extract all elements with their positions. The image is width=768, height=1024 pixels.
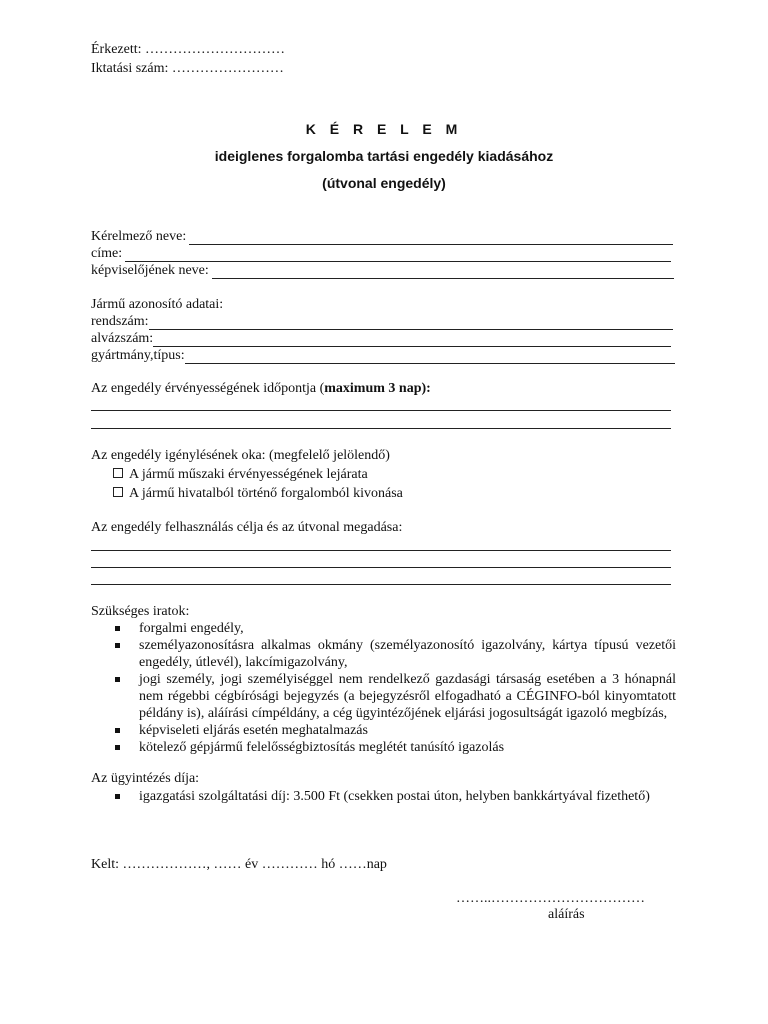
list-item: forgalmi engedély, [91,620,676,637]
required-documents-heading: Szükséges iratok: [91,604,190,619]
make-type-field[interactable] [91,347,675,364]
chassis-number-field[interactable] [91,330,671,347]
applicant-address-line[interactable] [125,248,671,262]
representative-name-label: képviselőjének neve: [91,263,209,278]
reason-option-expiry-checkbox[interactable] [113,468,123,478]
list-item: jogi személy, jogi személyiséggel nem rendelkező gazdasági társaság esetében a 3 hónapnál nem régebbi cégbírósági bejegyzés (a bejegyzésről elfogadható a CÉGINFO-ból kinyomtatott példány is), aláírási címpéldány, a cég ügyintézőjének eljárási jogosultságát igazoló megbízás, [91,671,676,722]
purpose-line-3[interactable] [91,584,671,585]
required-documents-list [91,620,676,756]
fee-list [91,788,676,805]
representative-name-field[interactable] [91,262,674,279]
reason-option-expiry[interactable] [113,466,368,483]
reason-option-withdrawal-checkbox[interactable] [113,487,123,497]
reason-label: Az engedély igénylésének oka: (megfelelő jelölendő) [91,448,390,463]
signature-line[interactable]: ……..…………………………… [456,891,645,906]
validity-label-max: maximum 3 nap): [324,381,431,396]
form-subtitle-route: (útvonal engedély) [322,175,446,191]
plate-number-label: rendszám: [91,314,149,329]
applicant-address-label: címe: [91,246,123,261]
bullet-icon [115,677,120,682]
plate-number-field[interactable] [91,313,673,330]
vehicle-data-heading: Jármű azonosító adatai: [91,297,224,312]
chassis-number-line[interactable] [153,333,671,347]
list-item: személyazonosításra alkalmas okmány (személyazonosító igazolvány, kártya típusú vezetői engedély, útlevél), lakcímigazolvány, [91,637,676,671]
list-item: kötelező gépjármű felelősségbiztosítás meglétét tanúsító igazolás [91,739,676,756]
reason-option-withdrawal[interactable] [113,485,403,502]
make-type-label: gyártmány,típus: [91,348,185,363]
plate-number-line[interactable] [149,316,673,330]
reason-option-expiry-label: A jármű műszaki érvényességének lejárata [129,467,368,482]
bullet-icon [115,794,120,799]
validity-label-text: Az engedély érvényességének időpontja ( [91,381,325,396]
bullet-icon [115,745,120,750]
signature-label: aláírás [548,907,585,922]
list-item: képviseleti eljárás esetén meghatalmazás [91,722,676,739]
validity-line-1[interactable] [91,410,671,411]
list-item: igazgatási szolgáltatási díj: 3.500 Ft (csekken postai úton, helyben bankkártyával fizethető) [91,788,676,805]
purpose-line-1[interactable] [91,550,671,551]
received-field: Érkezett: ………………………… [91,42,286,57]
registration-number-field: Iktatási szám: …………………… [91,61,284,76]
applicant-name-line[interactable] [189,231,673,245]
form-title: K É R E L E M [305,121,463,137]
bullet-icon [115,626,120,631]
fee-heading: Az ügyintézés díja: [91,771,200,786]
validity-line-2[interactable] [91,428,671,429]
representative-name-line[interactable] [212,265,674,279]
bullet-icon [115,643,120,648]
purpose-line-2[interactable] [91,567,671,568]
reason-option-withdrawal-label: A jármű hivatalból történő forgalomból kivonása [129,486,403,501]
date-line[interactable]: Kelt: ………………, …… év ………… hó ……nap [91,857,387,872]
purpose-label: Az engedély felhasználás célja és az útvonal megadása: [91,520,403,535]
bullet-icon [115,728,120,733]
applicant-address-field[interactable] [91,245,671,262]
validity-label [91,380,431,397]
form-subtitle: ideiglenes forgalomba tartási engedély kiadásához [214,148,554,164]
chassis-number-label: alvázszám: [91,331,154,346]
applicant-name-field[interactable] [91,228,673,245]
make-type-line[interactable] [185,350,675,364]
applicant-name-label: Kérelmező neve: [91,229,187,244]
